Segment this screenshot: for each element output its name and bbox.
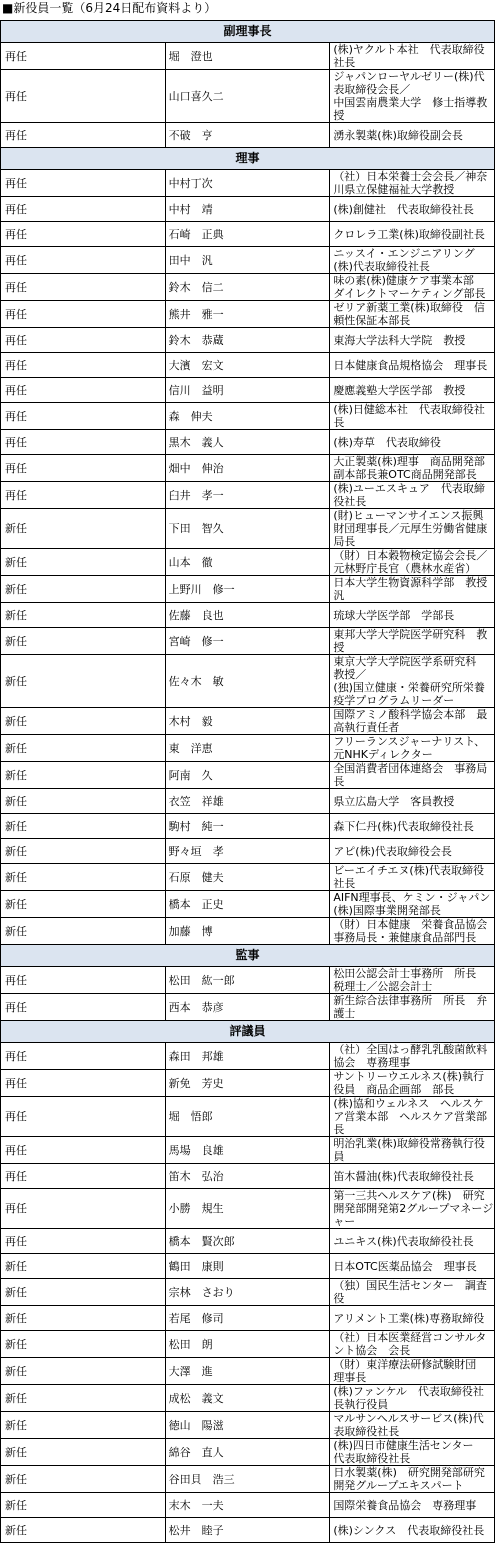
document-title: ■新役員一覧（6月24日配布資料より） bbox=[2, 1, 217, 15]
table-row bbox=[1, 549, 495, 576]
member-name-cell: 下田 智久 bbox=[165, 509, 330, 549]
table-row bbox=[1, 403, 495, 430]
member-name-cell: 東 洋恵 bbox=[165, 735, 330, 762]
table-row bbox=[1, 1331, 495, 1358]
affiliation-cell: 湧永製薬(株)取締役副会長 bbox=[330, 123, 495, 148]
affiliation-cell: 東邦大学大学院医学研究科 教授 bbox=[330, 628, 495, 655]
appointment-status-cell: 新任 bbox=[1, 1493, 166, 1518]
member-name-cell: 畑中 伸治 bbox=[165, 455, 330, 482]
appointment-status-cell: 新任 bbox=[1, 1306, 166, 1331]
appointment-status-cell: 新任 bbox=[1, 918, 166, 945]
affiliation-cell: 国際アミノ酸科学協会本部 最高執行責任者 bbox=[330, 708, 495, 735]
table-row bbox=[1, 482, 495, 509]
section-heading: 評議員 bbox=[1, 1021, 495, 1043]
affiliation-cell: 森下仁丹(株)代表取締役社長 bbox=[330, 814, 495, 839]
table-row bbox=[1, 1229, 495, 1254]
member-name-cell: 堀 悟郎 bbox=[165, 1097, 330, 1137]
member-name-cell: 石崎 正典 bbox=[165, 222, 330, 247]
member-name-cell: 徳山 陽滋 bbox=[165, 1412, 330, 1439]
appointment-status-cell: 再任 bbox=[1, 301, 166, 328]
member-name-cell: 臼井 孝一 bbox=[165, 482, 330, 509]
appointment-status-cell: 新任 bbox=[1, 628, 166, 655]
affiliation-cell: ユニキス(株)代表取締役社長 bbox=[330, 1229, 495, 1254]
table-row bbox=[1, 655, 495, 708]
appointment-status-cell: 再任 bbox=[1, 482, 166, 509]
member-name-cell: 大濱 宏文 bbox=[165, 353, 330, 378]
table-row bbox=[1, 891, 495, 918]
affiliation-cell: 日水製薬(株) 研究開発部研究開発グループエキスパート bbox=[330, 1466, 495, 1493]
appointment-status-cell: 新任 bbox=[1, 1358, 166, 1385]
affiliation-cell: ビーエイチエヌ(株)代表取締役社長 bbox=[330, 864, 495, 891]
appointment-status-cell: 新任 bbox=[1, 549, 166, 576]
member-name-cell: 黒木 義人 bbox=[165, 430, 330, 455]
appointment-status-cell: 再任 bbox=[1, 274, 166, 301]
affiliation-cell: （財）日本健康 栄養食品協会事務局長・兼健康食品部門長 bbox=[330, 918, 495, 945]
member-name-cell: 阿南 久 bbox=[165, 762, 330, 789]
table-row bbox=[1, 1385, 495, 1412]
table-row bbox=[1, 1306, 495, 1331]
affiliation-cell: （社）日本医業経営コンサルタント協会 会長 bbox=[330, 1331, 495, 1358]
section-header bbox=[1, 1021, 495, 1043]
appointment-status-cell: 新任 bbox=[1, 509, 166, 549]
affiliation-cell: 新生綜合法律事務所 所長 弁護士 bbox=[330, 994, 495, 1021]
appointment-status-cell: 新任 bbox=[1, 891, 166, 918]
member-name-cell: 鈴木 信二 bbox=[165, 274, 330, 301]
affiliation-cell: 日本健康食品規格協会 理事長 bbox=[330, 353, 495, 378]
section-heading: 理事 bbox=[1, 148, 495, 170]
appointment-status-cell: 再任 bbox=[1, 222, 166, 247]
appointment-status-cell: 再任 bbox=[1, 378, 166, 403]
affiliation-cell: アリメント工業(株)専務取締役 bbox=[330, 1306, 495, 1331]
table-row bbox=[1, 1439, 495, 1466]
table-row bbox=[1, 918, 495, 945]
affiliation-cell: ニッスイ・エンジニアリング(株)代表取締役社長 bbox=[330, 247, 495, 274]
appointment-status-cell: 再任 bbox=[1, 430, 166, 455]
affiliation-cell: 第一三共ヘルスケア(株) 研究開発部開発第2グループマネージャー bbox=[330, 1189, 495, 1229]
affiliation-cell: クロレラ工業(株)取締役副社長 bbox=[330, 222, 495, 247]
member-name-cell: 小勝 規生 bbox=[165, 1189, 330, 1229]
table-row bbox=[1, 1358, 495, 1385]
table-row bbox=[1, 1043, 495, 1070]
member-name-cell: 熊井 雅一 bbox=[165, 301, 330, 328]
appointment-status-cell: 新任 bbox=[1, 1385, 166, 1412]
affiliation-cell: 県立広島大学 客員教授 bbox=[330, 789, 495, 814]
member-name-cell: 信川 益明 bbox=[165, 378, 330, 403]
table-row bbox=[1, 1097, 495, 1137]
table-row bbox=[1, 603, 495, 628]
table-row bbox=[1, 1164, 495, 1189]
affiliation-cell: 琉球大学医学部 学部長 bbox=[330, 603, 495, 628]
member-name-cell: 森田 邦雄 bbox=[165, 1043, 330, 1070]
affiliation-cell: (株)ファンケル 代表取締役社長執行役員 bbox=[330, 1385, 495, 1412]
affiliation-cell: ジャパンローヤルゼリー(株)代表取締役会長／ 中国雲南農業大学 修士指導教授 bbox=[330, 70, 495, 123]
table-row bbox=[1, 222, 495, 247]
affiliation-cell: 国際栄養食品協会 専務理事 bbox=[330, 1493, 495, 1518]
member-name-cell: 駒村 純一 bbox=[165, 814, 330, 839]
affiliation-cell: 大正製薬(株)理事 商品開発部副本部長兼OTC商品開発部長 bbox=[330, 455, 495, 482]
appointment-status-cell: 再任 bbox=[1, 1229, 166, 1254]
appointment-status-cell: 新任 bbox=[1, 576, 166, 603]
affiliation-cell: (株)シンクス 代表取締役社長 bbox=[330, 1518, 495, 1543]
affiliation-cell: フリーランスジャーナリスト、元NHKディレクター bbox=[330, 735, 495, 762]
member-name-cell: 佐々木 敏 bbox=[165, 655, 330, 708]
table-row bbox=[1, 43, 495, 70]
member-name-cell: 宗林 さおり bbox=[165, 1279, 330, 1306]
member-name-cell: 衣笠 祥雄 bbox=[165, 789, 330, 814]
member-name-cell: 山本 徹 bbox=[165, 549, 330, 576]
member-name-cell: 橋本 賢次郎 bbox=[165, 1229, 330, 1254]
affiliation-cell: (株)四日市健康生活センター 代表取締役社長 bbox=[330, 1439, 495, 1466]
appointment-status-cell: 再任 bbox=[1, 70, 166, 123]
appointment-status-cell: 新任 bbox=[1, 839, 166, 864]
affiliation-cell: ゼリア新薬工業(株)取締役 信頼性保証本部長 bbox=[330, 301, 495, 328]
table-row bbox=[1, 170, 495, 197]
table-row bbox=[1, 1254, 495, 1279]
table-row bbox=[1, 1137, 495, 1164]
appointment-status-cell: 再任 bbox=[1, 197, 166, 222]
appointment-status-cell: 再任 bbox=[1, 967, 166, 994]
table-row bbox=[1, 839, 495, 864]
appointment-status-cell: 新任 bbox=[1, 603, 166, 628]
table-row bbox=[1, 628, 495, 655]
appointment-status-cell: 再任 bbox=[1, 1043, 166, 1070]
member-name-cell: 成松 義文 bbox=[165, 1385, 330, 1412]
appointment-status-cell: 新任 bbox=[1, 735, 166, 762]
table-row bbox=[1, 762, 495, 789]
affiliation-cell: (株)日健総本社 代表取締役社長 bbox=[330, 403, 495, 430]
appointment-status-cell: 新任 bbox=[1, 1331, 166, 1358]
table-row bbox=[1, 967, 495, 994]
table-row bbox=[1, 301, 495, 328]
table-row bbox=[1, 1466, 495, 1493]
table-row bbox=[1, 1189, 495, 1229]
table-row bbox=[1, 576, 495, 603]
table-row bbox=[1, 353, 495, 378]
member-name-cell: 木村 毅 bbox=[165, 708, 330, 735]
appointment-status-cell: 新任 bbox=[1, 655, 166, 708]
table-row bbox=[1, 1518, 495, 1543]
appointment-status-cell: 再任 bbox=[1, 1189, 166, 1229]
affiliation-cell: (株)ユーエスキュア 代表取締役社長 bbox=[330, 482, 495, 509]
appointment-status-cell: 再任 bbox=[1, 1164, 166, 1189]
affiliation-cell: （社）全国はっ酵乳乳酸菌飲料協会 専務理事 bbox=[330, 1043, 495, 1070]
member-name-cell: 新免 芳史 bbox=[165, 1070, 330, 1097]
table-row bbox=[1, 274, 495, 301]
member-name-cell: 野々垣 孝 bbox=[165, 839, 330, 864]
member-name-cell: 若尾 修司 bbox=[165, 1306, 330, 1331]
affiliation-cell: (株)創健社 代表取締役社長 bbox=[330, 197, 495, 222]
appointment-status-cell: 再任 bbox=[1, 1137, 166, 1164]
table-row bbox=[1, 455, 495, 482]
affiliation-cell: 東京大学大学院医学系研究科 教授／ (独)国立健康・栄養研究所栄養疫学プログラムリーダー bbox=[330, 655, 495, 708]
table-row bbox=[1, 378, 495, 403]
appointment-status-cell: 新任 bbox=[1, 1466, 166, 1493]
member-name-cell: 上野川 修一 bbox=[165, 576, 330, 603]
table-row bbox=[1, 1493, 495, 1518]
table-row bbox=[1, 994, 495, 1021]
appointment-status-cell: 新任 bbox=[1, 1254, 166, 1279]
member-name-cell: 大澤 進 bbox=[165, 1358, 330, 1385]
appointment-status-cell: 再任 bbox=[1, 455, 166, 482]
member-name-cell: 森 伸夫 bbox=[165, 403, 330, 430]
appointment-status-cell: 再任 bbox=[1, 353, 166, 378]
appointment-status-cell: 新任 bbox=[1, 1412, 166, 1439]
affiliation-cell: 東海大学法科大学院 教授 bbox=[330, 328, 495, 353]
member-name-cell: 末木 一夫 bbox=[165, 1493, 330, 1518]
appointment-status-cell: 新任 bbox=[1, 708, 166, 735]
appointment-status-cell: 再任 bbox=[1, 1070, 166, 1097]
table-row bbox=[1, 814, 495, 839]
member-name-cell: 宮崎 修一 bbox=[165, 628, 330, 655]
affiliation-cell: (財)ヒューマンサイエンス振興財団理事長／元厚生労働省健康局長 bbox=[330, 509, 495, 549]
table-row bbox=[1, 123, 495, 148]
member-name-cell: 山口喜久二 bbox=[165, 70, 330, 123]
affiliation-cell: （社）日本栄養士会会長／神奈川県立保健福祉大学教授 bbox=[330, 170, 495, 197]
member-name-cell: 中村丁次 bbox=[165, 170, 330, 197]
affiliation-cell: （財）日本穀物検定協会会長／元林野庁長官（農林水産省） bbox=[330, 549, 495, 576]
member-name-cell: 橋本 正史 bbox=[165, 891, 330, 918]
affiliation-cell: (株)協和ウェルネス ヘルスケア営業本部 ヘルスケア営業部長 bbox=[330, 1097, 495, 1137]
table-row bbox=[1, 197, 495, 222]
appointment-status-cell: 新任 bbox=[1, 1279, 166, 1306]
member-name-cell: 鶴田 康則 bbox=[165, 1254, 330, 1279]
table-row bbox=[1, 735, 495, 762]
table-row bbox=[1, 789, 495, 814]
affiliation-cell: マルサンヘルスサービス(株)代表取締役社長 bbox=[330, 1412, 495, 1439]
appointment-status-cell: 新任 bbox=[1, 864, 166, 891]
table-row bbox=[1, 1412, 495, 1439]
affiliation-cell: AIFN理事長、ケミン・ジャパン(株)国際事業開発部長 bbox=[330, 891, 495, 918]
affiliation-cell: 笛木醤油(株)代表取締役社長 bbox=[330, 1164, 495, 1189]
member-name-cell: 谷田貝 浩三 bbox=[165, 1466, 330, 1493]
member-name-cell: 石原 健夫 bbox=[165, 864, 330, 891]
appointment-status-cell: 新任 bbox=[1, 1439, 166, 1466]
appointment-status-cell: 再任 bbox=[1, 1097, 166, 1137]
member-name-cell: 不破 亨 bbox=[165, 123, 330, 148]
appointment-status-cell: 新任 bbox=[1, 814, 166, 839]
appointment-status-cell: 再任 bbox=[1, 123, 166, 148]
table-row bbox=[1, 328, 495, 353]
member-name-cell: 松井 睦子 bbox=[165, 1518, 330, 1543]
section-heading: 副理事長 bbox=[1, 21, 495, 43]
affiliation-cell: （独）国民生活センター 調査役 bbox=[330, 1279, 495, 1306]
appointment-status-cell: 再任 bbox=[1, 328, 166, 353]
appointment-status-cell: 新任 bbox=[1, 789, 166, 814]
appointment-status-cell: 再任 bbox=[1, 170, 166, 197]
table-row bbox=[1, 708, 495, 735]
affiliation-cell: 全国消費者団体連絡会 事務局長 bbox=[330, 762, 495, 789]
member-name-cell: 鈴木 恭蔵 bbox=[165, 328, 330, 353]
appointment-status-cell: 再任 bbox=[1, 403, 166, 430]
affiliation-cell: 明治乳業(株)取締役常務執行役員 bbox=[330, 1137, 495, 1164]
affiliation-cell: サントリーウエルネス(株)執行役員 商品企画部 部長 bbox=[330, 1070, 495, 1097]
section-header bbox=[1, 148, 495, 170]
member-name-cell: 加藤 博 bbox=[165, 918, 330, 945]
appointment-status-cell: 新任 bbox=[1, 762, 166, 789]
member-name-cell: 中村 靖 bbox=[165, 197, 330, 222]
appointment-status-cell: 再任 bbox=[1, 994, 166, 1021]
affiliation-cell: 日本大学生物資源科学部 教授汎 bbox=[330, 576, 495, 603]
table-row bbox=[1, 247, 495, 274]
member-name-cell: 笛木 弘治 bbox=[165, 1164, 330, 1189]
member-name-cell: 西本 恭彦 bbox=[165, 994, 330, 1021]
affiliation-cell: 慶應義塾大学医学部 教授 bbox=[330, 378, 495, 403]
member-name-cell: 田中 汎 bbox=[165, 247, 330, 274]
member-name-cell: 松田 朗 bbox=[165, 1331, 330, 1358]
member-name-cell: 綿谷 直人 bbox=[165, 1439, 330, 1466]
affiliation-cell: （財）東洋療法研修試験財団 理事長 bbox=[330, 1358, 495, 1385]
affiliation-cell: (株)寿草 代表取締役 bbox=[330, 430, 495, 455]
affiliation-cell: 松田公認会計士事務所 所長 税理士／公認会計士 bbox=[330, 967, 495, 994]
affiliation-cell: 味の素(株)健康ケア事業本部 ダイレクトマーケティング部長 bbox=[330, 274, 495, 301]
appointment-status-cell: 再任 bbox=[1, 247, 166, 274]
affiliation-cell: (株)ヤクルト本社 代表取締役社長 bbox=[330, 43, 495, 70]
affiliation-cell: 日本OTC医薬品協会 理事長 bbox=[330, 1254, 495, 1279]
officer-roster-table bbox=[0, 20, 495, 1543]
member-name-cell: 馬場 良雄 bbox=[165, 1137, 330, 1164]
affiliation-cell: アピ(株)代表取締役会長 bbox=[330, 839, 495, 864]
member-name-cell: 堀 澄也 bbox=[165, 43, 330, 70]
appointment-status-cell: 新任 bbox=[1, 1518, 166, 1543]
section-header bbox=[1, 21, 495, 43]
appointment-status-cell: 再任 bbox=[1, 43, 166, 70]
table-row bbox=[1, 70, 495, 123]
table-row bbox=[1, 509, 495, 549]
table-row bbox=[1, 864, 495, 891]
section-header bbox=[1, 945, 495, 967]
section-heading: 監事 bbox=[1, 945, 495, 967]
table-row bbox=[1, 1070, 495, 1097]
member-name-cell: 佐藤 良也 bbox=[165, 603, 330, 628]
table-row bbox=[1, 1279, 495, 1306]
table-row bbox=[1, 430, 495, 455]
member-name-cell: 松田 紘一郎 bbox=[165, 967, 330, 994]
